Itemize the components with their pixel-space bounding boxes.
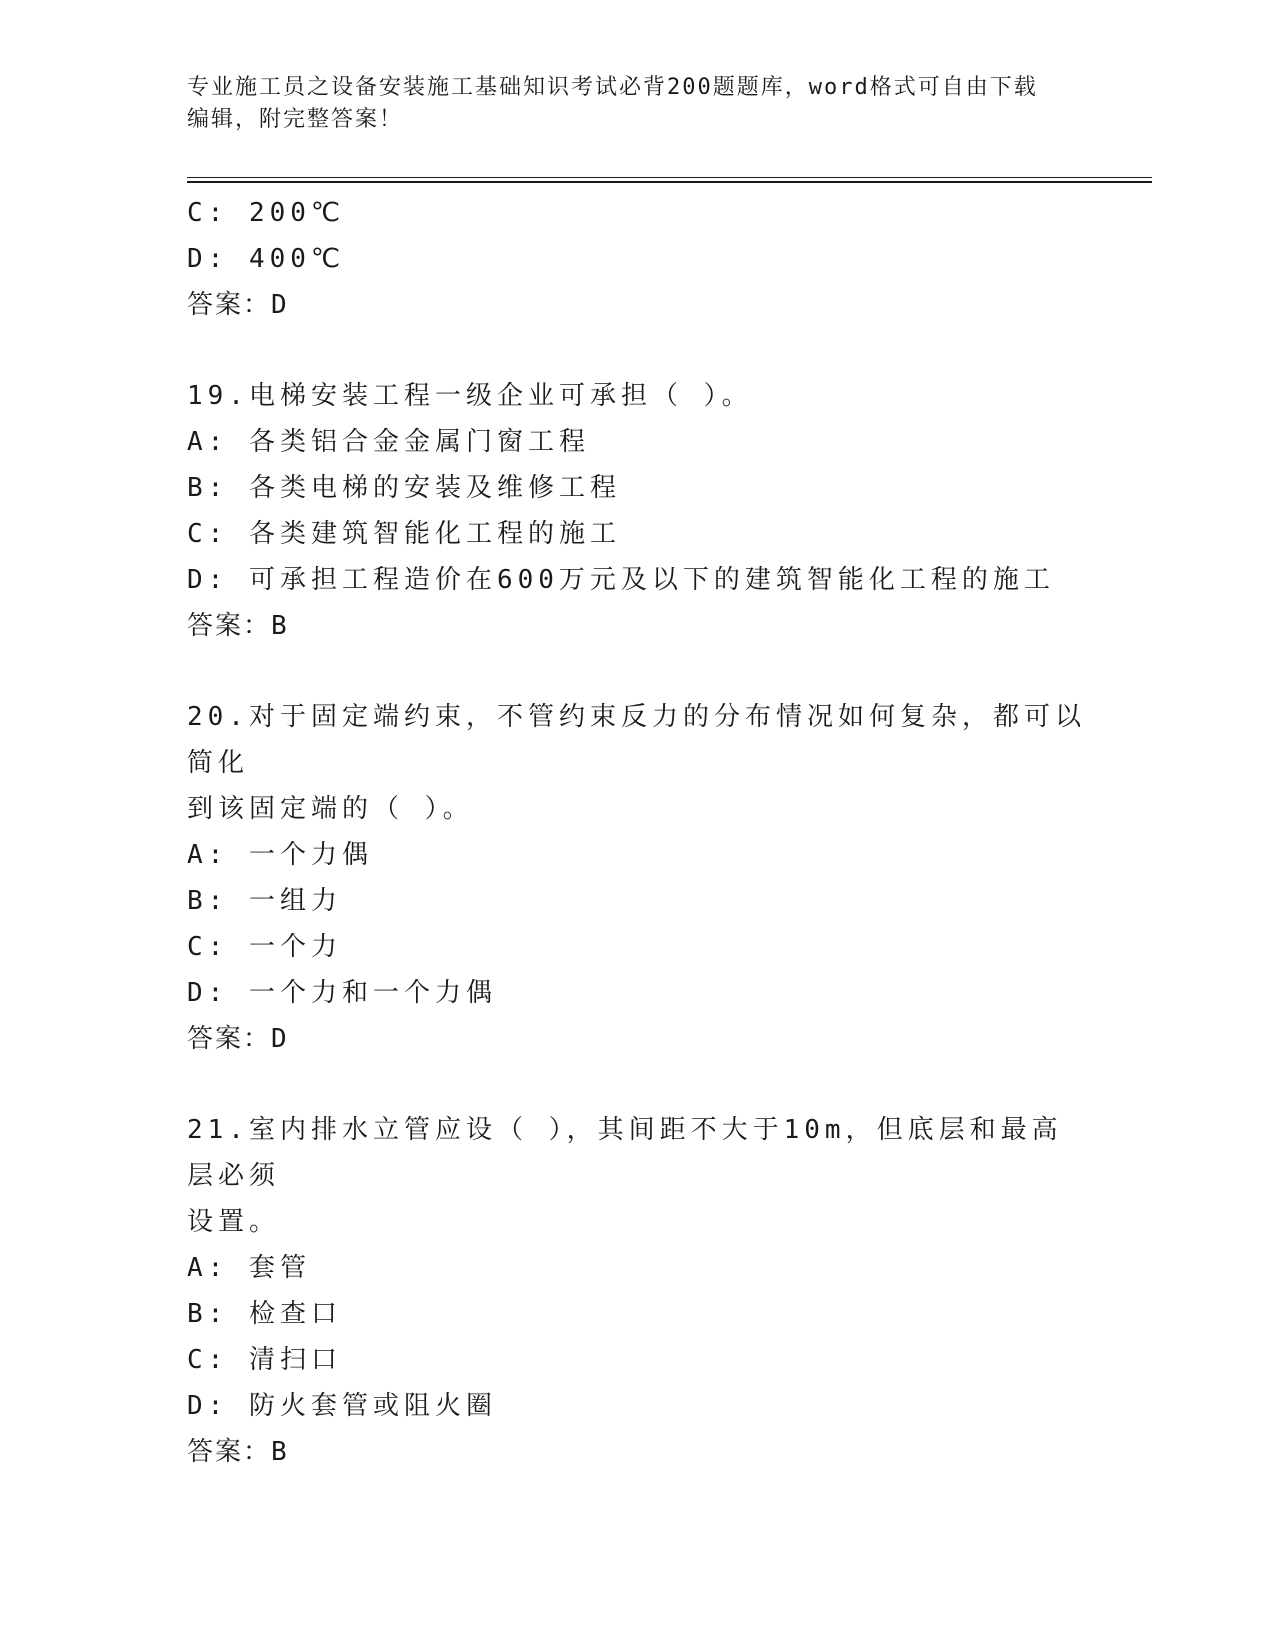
option-b: B: 一组力	[187, 886, 342, 916]
spacer	[187, 649, 1087, 694]
question-stem-continued: 设置。	[187, 1207, 281, 1237]
answer-line: 答案：B	[187, 611, 289, 641]
answer-line: 答案：D	[187, 1024, 289, 1054]
header-line-2: 编辑，附完整答案！	[187, 107, 404, 132]
option-b: B: 检查口	[187, 1299, 342, 1329]
answer-line: 答案：D	[187, 290, 289, 320]
option-d: D: 一个力和一个力偶	[187, 978, 497, 1008]
option-c: C: 200℃	[187, 198, 346, 228]
document-body	[187, 190, 1087, 1475]
header-rule-thin	[187, 177, 1152, 178]
header-rule-thick	[187, 181, 1152, 183]
option-c: C: 清扫口	[187, 1345, 342, 1375]
option-d: D: 可承担工程造价在600万元及以下的建筑智能化工程的施工	[187, 565, 1055, 595]
question-stem-continued: 到该固定端的（ ）。	[187, 794, 474, 824]
question-stem: 20.对于固定端约束，不管约束反力的分布情况如何复杂，都可以简化	[187, 702, 1086, 778]
question-20	[187, 694, 1087, 1062]
option-c: C: 各类建筑智能化工程的施工	[187, 519, 621, 549]
option-a: A: 各类铝合金金属门窗工程	[187, 427, 590, 457]
option-a: A: 一个力偶	[187, 840, 373, 870]
question-stem: 21.室内排水立管应设（ ），其间距不大于10m，但底层和最高层必须	[187, 1115, 1063, 1191]
question-stem: 19.电梯安装工程一级企业可承担（ ）。	[187, 381, 753, 411]
option-b: B: 各类电梯的安装及维修工程	[187, 473, 621, 503]
option-a: A: 套管	[187, 1253, 311, 1283]
question-21	[187, 1107, 1087, 1475]
document-header	[187, 72, 1087, 136]
spacer	[187, 1062, 1087, 1107]
question-19	[187, 373, 1087, 649]
option-d: D: 防火套管或阻火圈	[187, 1391, 497, 1421]
option-c: C: 一个力	[187, 932, 342, 962]
spacer	[187, 328, 1087, 373]
question-18-continued	[187, 190, 1087, 328]
answer-line: 答案：B	[187, 1437, 289, 1467]
option-d: D: 400℃	[187, 244, 346, 274]
header-line-1: 专业施工员之设备安装施工基础知识考试必背200题题库，word格式可自由下载	[187, 75, 1038, 100]
